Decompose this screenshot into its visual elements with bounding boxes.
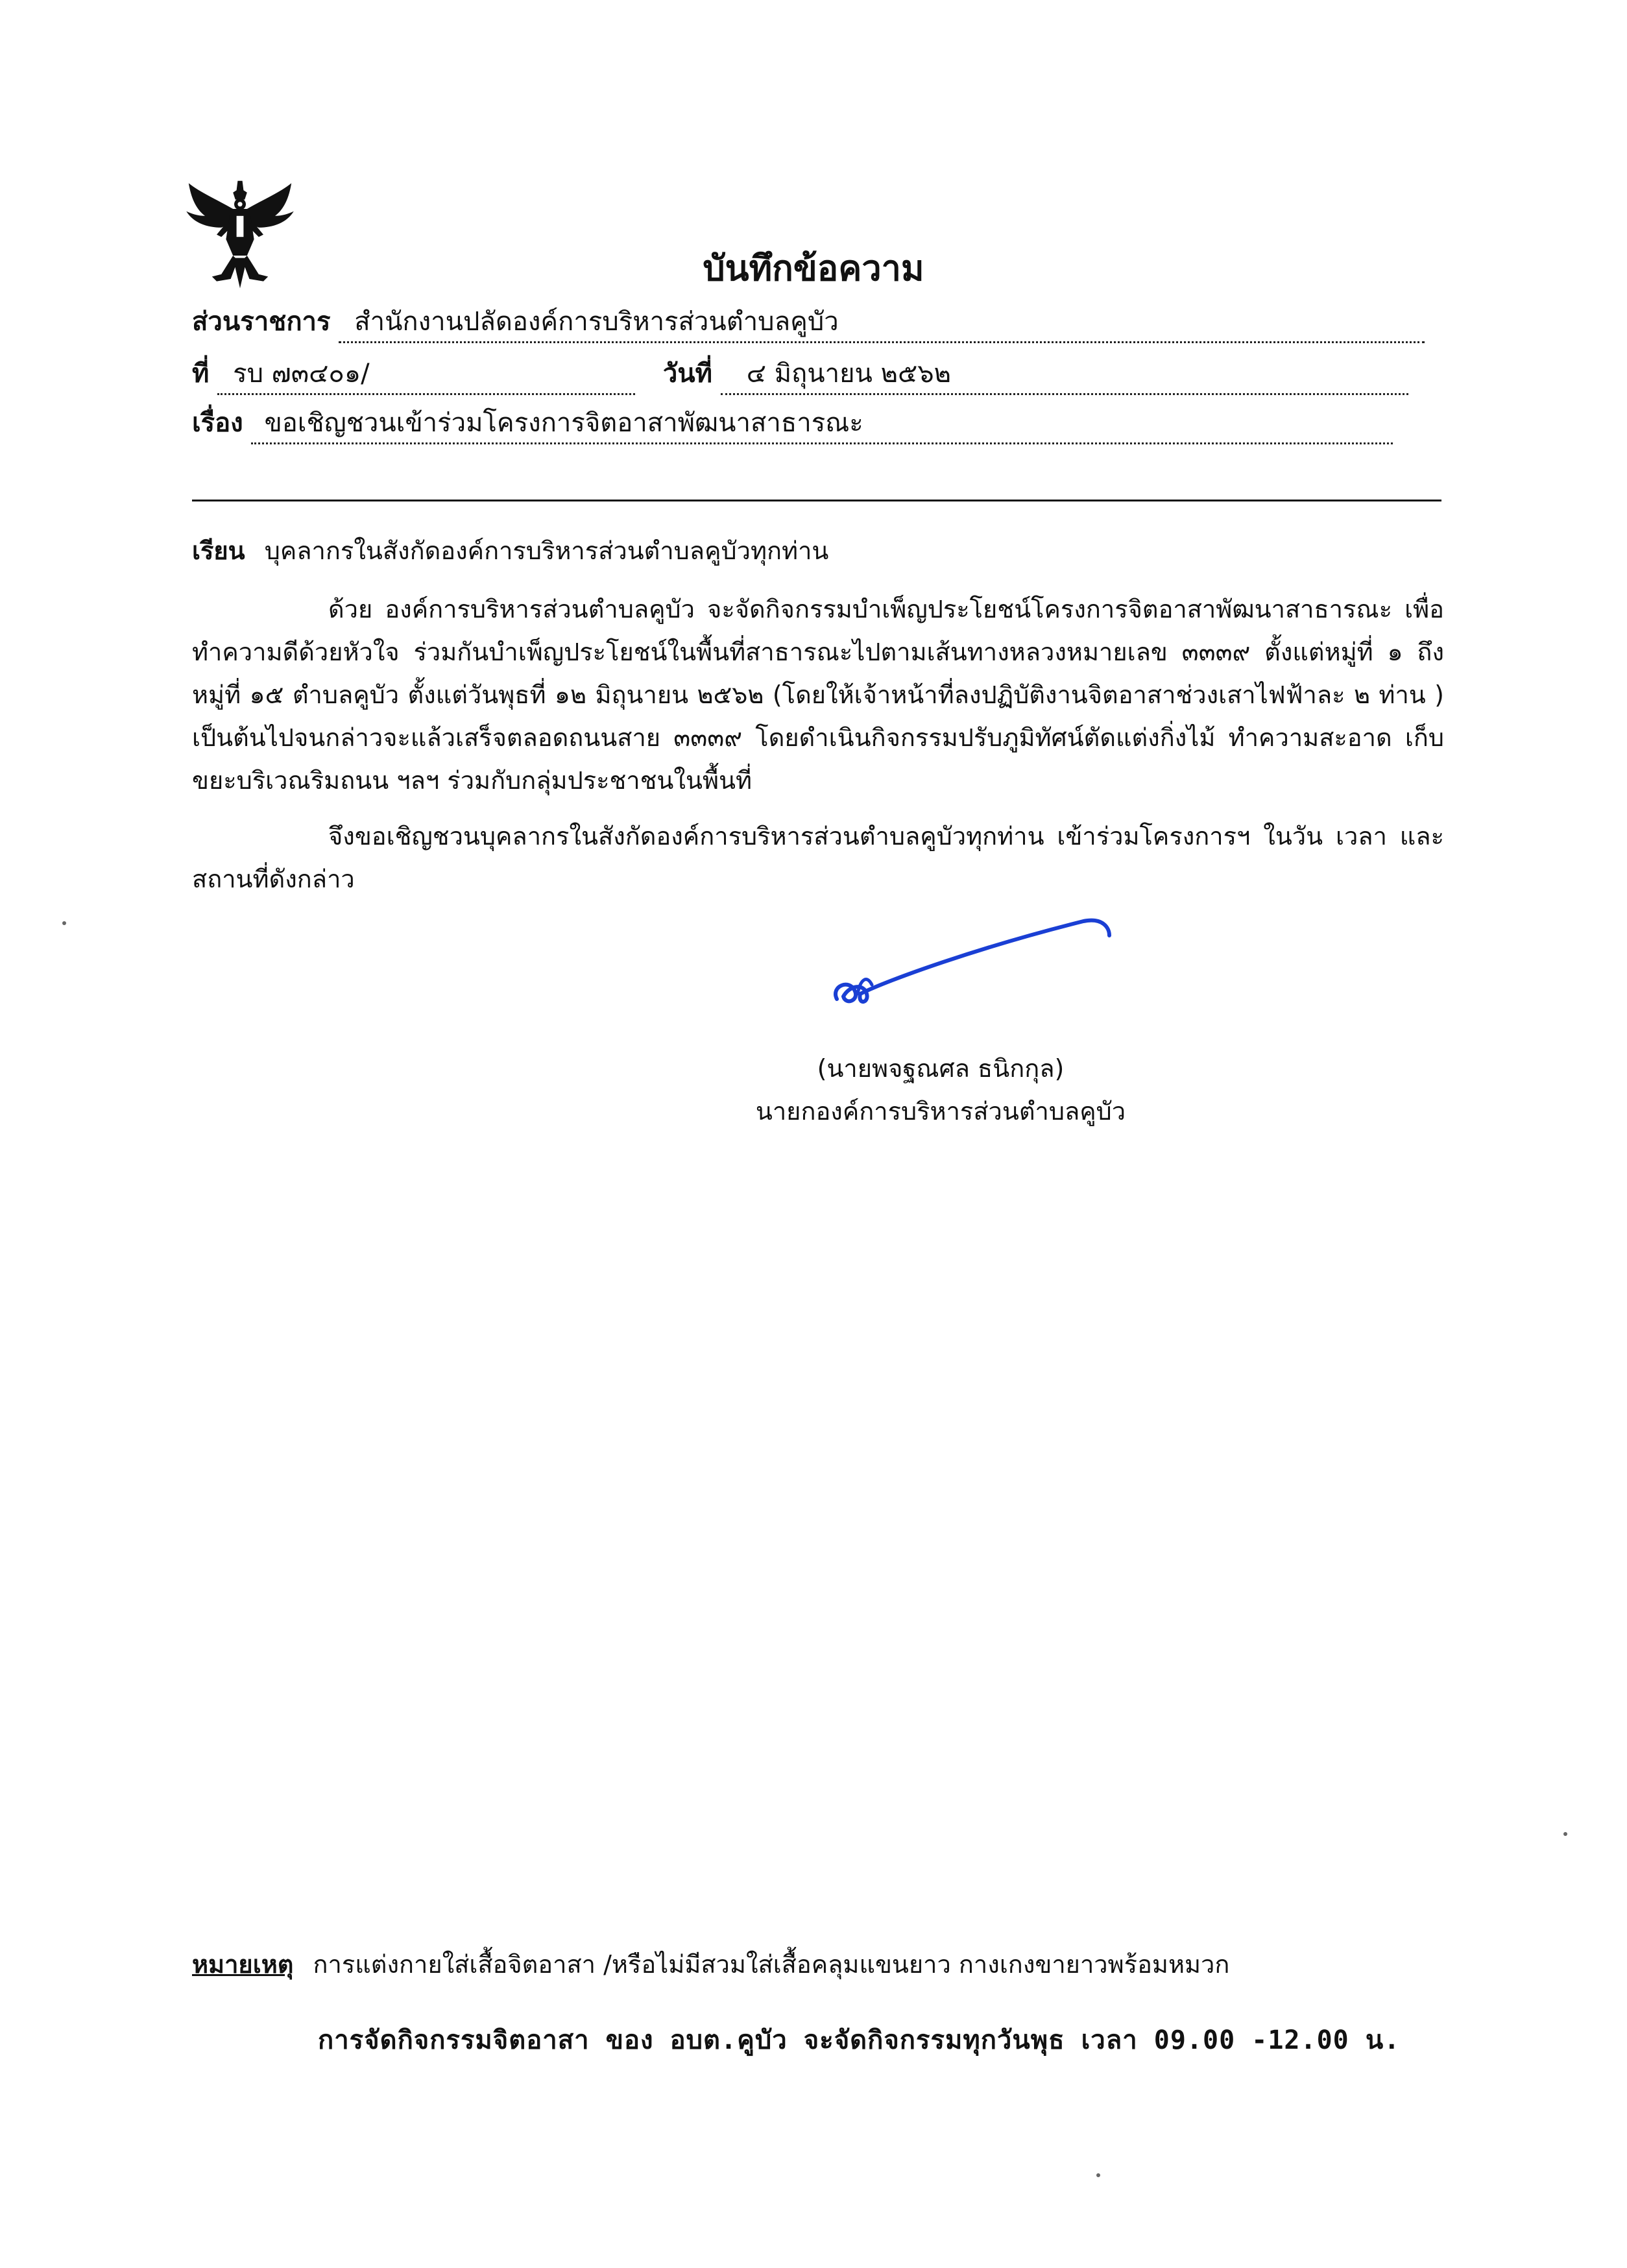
ref-label: ที่ — [192, 359, 210, 389]
date-label: วันที่ — [662, 359, 712, 389]
agency-label: ส่วนราชการ — [192, 307, 331, 337]
paragraph-2: จึงขอเชิญชวนบุคลากรในสังกัดองค์การบริหารส่วนตำบลคูบัวทุกท่าน เข้าร่วมโครงการฯ ในวัน เวลา และสถานที่ดังกล่าว — [192, 822, 1444, 893]
signature-mark — [824, 902, 1135, 1019]
ref-date-row — [192, 354, 1444, 395]
note-label: หมายเหตุ — [192, 1950, 294, 1979]
scan-speck — [1096, 2173, 1100, 2177]
date-value: ๔ มิถุนายน ๒๕๖๒ — [721, 354, 1408, 395]
signature-block — [649, 1047, 1233, 1133]
scan-speck — [62, 921, 66, 925]
note-text: การแต่งกายใส่เสื้อจิตอาสา /หรือไม่มีสวมใส่เสื้อคลุมแขนยาว กางเกงขายาวพร้อมหมวก — [313, 1950, 1230, 1979]
scan-speck — [1563, 1832, 1567, 1836]
to-label: เรียน — [192, 537, 245, 565]
ref-value: รบ ๗๓๔๐๑/ — [217, 354, 635, 395]
body-paragraphs — [192, 588, 1444, 900]
agency-value: สำนักงานปลัดองค์การบริหารส่วนตำบลคูบัว — [339, 302, 1425, 343]
subject-row — [192, 404, 1444, 444]
typed-note: การจัดกิจกรรมจิตอาสา ของ อบต.คูบัว จะจัดกิจกรรมทุกวันพุธ เวลา 09.00 -12.00 น. — [318, 2025, 1401, 2055]
note-row — [192, 1945, 1444, 1984]
paragraph-1: ด้วย องค์การบริหารส่วนตำบลคูบัว จะจัดกิจกรรมบำเพ็ญประโยชน์โครงการจิตอาสาพัฒนาสาธารณะ เพื่อทำความดีด้วยหัวใจ ร่วมกันบำเพ็ญประโยชน์ในพื้นที่สาธารณะไปตามเส้นทางหลวงหมายเลข ๓๓๓๙ ตั้งแต่หมู่ที่ ๑ ถึงหมู่ที่ ๑๕ ตำบลคูบัว ตั้งแต่วันพุธที่ ๑๒ มิถุนายน ๒๕๖๒ (โดยให้เจ้าหน้าที่ลงปฏิบัติงานจิตอาสาช่วงเสาไฟฟ้าละ ๒ ท่าน ) เป็นต้นไปจนกล่าวจะแล้วเสร็จตลอดถนนสาย ๓๓๓๙ โดยดำเนินกิจกรรมปรับภูมิทัศน์ตัดแต่งกิ่งไม้ ทำความสะอาด เก็บขยะบริเวณริมถนน ฯลฯ ร่วมกับกลุ่มประชาชนในพื้นที่ — [192, 595, 1444, 795]
salutation-row — [192, 529, 1444, 572]
memo-title: บันทึกข้อความ — [703, 248, 924, 289]
subject-value: ขอเชิญชวนเข้าร่วมโครงการจิตอาสาพัฒนาสาธารณะ — [251, 404, 1393, 444]
signer-position: นายกองค์การบริหารส่วนตำบลคูบัว — [755, 1097, 1126, 1126]
to-value: บุคลากรในสังกัดองค์การบริหารส่วนตำบลคูบัวทุกท่าน — [264, 537, 829, 565]
agency-row — [192, 302, 1444, 343]
subject-label: เรื่อง — [192, 408, 243, 438]
signer-name: (นายพจฐณศล ธนิกกุล) — [817, 1054, 1065, 1083]
header-divider — [192, 500, 1441, 501]
